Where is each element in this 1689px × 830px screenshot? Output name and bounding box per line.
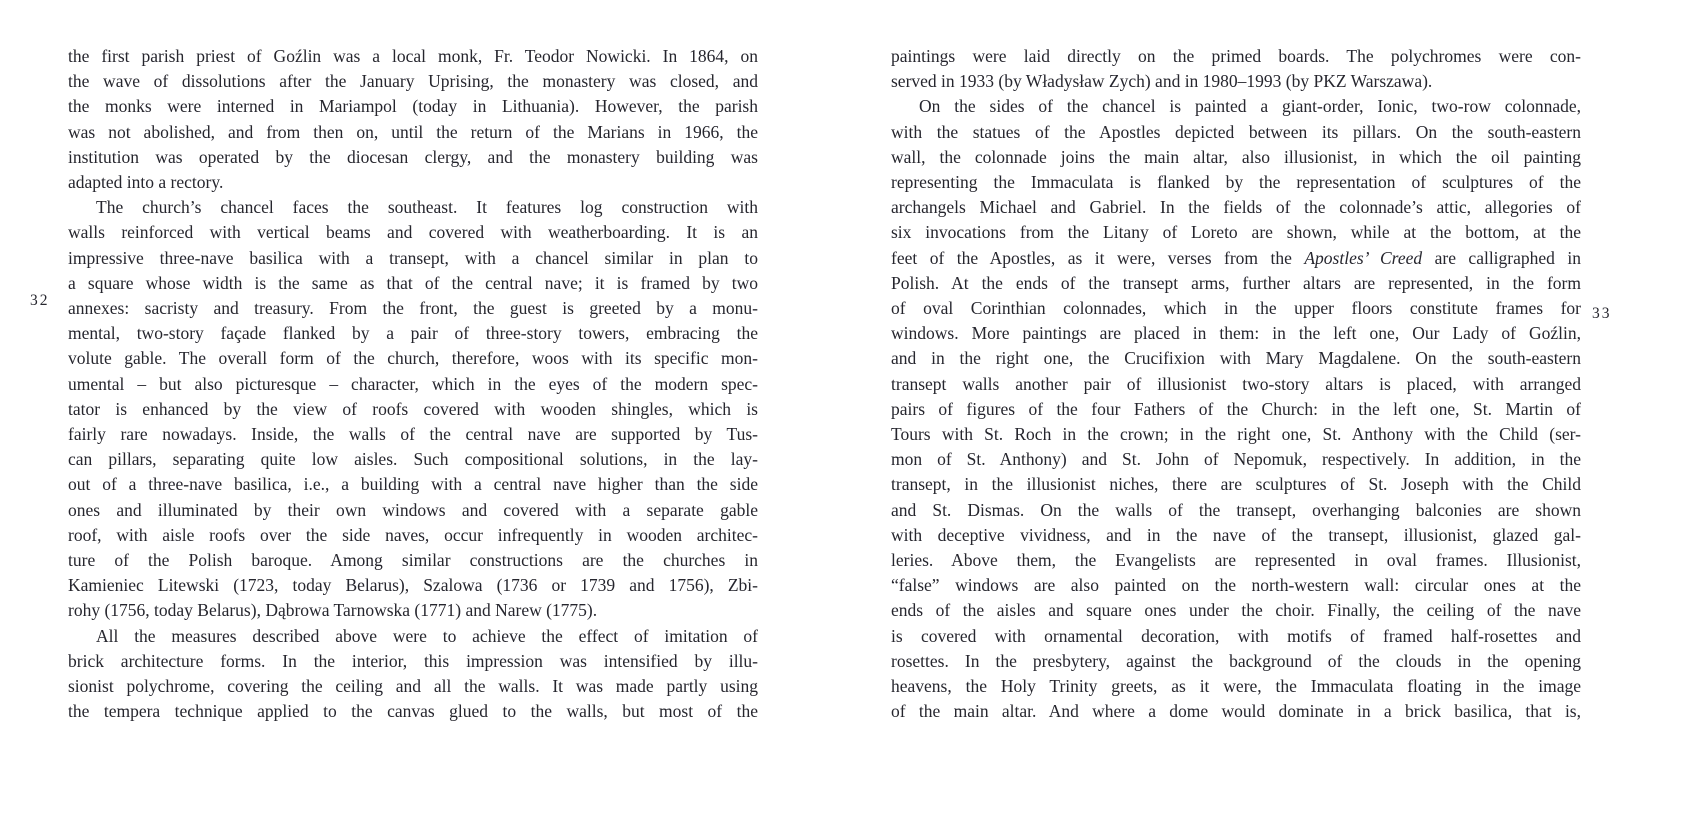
text-line: sionist polychrome, covering the ceiling and all the walls. It was made partly using (68, 676, 758, 697)
text-line: ones and illuminated by their own windows and covered with a separate gable (68, 499, 758, 520)
text-line: transept, in the illusionist niches, there are sculptures of St. Joseph with the Child (891, 474, 1581, 495)
text-line: and in the right one, the Crucifixion with Mary Magdalene. On the south-eastern (891, 348, 1581, 369)
text-line: roof, with aisle roofs over the side naves, occur infrequently in wooden architec- (68, 524, 758, 545)
text-line: rohy (1756, today Belarus), Dąbrowa Tarnowska (1771) and Narew (1775). (68, 600, 598, 621)
text-line: Tours with St. Roch in the crown; in the right one, St. Anthony with the Child (ser- (891, 424, 1581, 445)
text-line: leries. Above them, the Evangelists are represented in oval frames. Illusionist, (891, 550, 1581, 571)
text-line: a square whose width is the same as that of the central nave; it is framed by two (68, 272, 758, 293)
text-line: windows. More paintings are placed in them: in the left one, Our Lady of Goźlin, (891, 323, 1581, 344)
text-line: archangels Michael and Gabriel. In the fields of the colonnade’s attic, allegories of (891, 197, 1581, 218)
text-line: institution was operated by the diocesan clergy, and the monastery building was (68, 146, 758, 167)
text-line: can pillars, separating quite low aisles. Such compositional solutions, in the lay- (68, 449, 758, 470)
text-line: fairly rare nowadays. Inside, the walls of the central nave are supported by Tus- (68, 424, 758, 445)
text-line: representing the Immaculata is flanked by the representation of sculptures of the (891, 172, 1581, 193)
text-line: of the main altar. And where a dome would dominate in a brick basilica, that is, (891, 701, 1581, 722)
text-line: the wave of dissolutions after the January Uprising, the monastery was closed, and (68, 71, 758, 92)
text-line: with the statues of the Apostles depicted between its pillars. On the south-eastern (891, 121, 1581, 142)
text-line: the tempera technique applied to the canvas glued to the walls, but most of the (68, 701, 758, 722)
text-line: ture of the Polish baroque. Among similar constructions are the churches in (68, 550, 758, 571)
text-line: All the measures described above were to achieve the effect of imitation of (96, 625, 758, 646)
text-line: heavens, the Holy Trinity greets, as it were, the Immaculata floating in the image (891, 676, 1581, 697)
text-line: On the sides of the chancel is painted a giant-order, Ionic, two-row colonnade, (919, 96, 1581, 117)
text-line: ends of the aisles and square ones under the choir. Finally, the ceiling of the nave (891, 600, 1581, 621)
text-line: The church’s chancel faces the southeast. It features log construction with (96, 197, 758, 218)
text-line: pairs of figures of the four Fathers of the Church: in the left one, St. Martin of (891, 398, 1581, 419)
text-line: brick architecture forms. In the interior, this impression was intensified by illu- (68, 650, 758, 671)
text-line: six invocations from the Litany of Loreto are shown, while at the bottom, at the (891, 222, 1581, 243)
text-line: annexes: sacristy and treasury. From the front, the guest is greeted by a monu- (68, 298, 758, 319)
page-number-left: 32 (30, 292, 50, 309)
text-line: wall, the colonnade joins the main altar, also illusionist, in which the oil painting (891, 146, 1581, 167)
text-line: “false” windows are also painted on the north-western wall: circular ones at the (891, 575, 1581, 596)
text-line: adapted into a rectory. (68, 172, 224, 193)
text-line: with deceptive vividness, and in the nave of the transept, illusionist, glazed gal- (891, 524, 1581, 545)
text-line: transept walls another pair of illusionist two-story altars is placed, with arranged (891, 373, 1581, 394)
text-line: walls reinforced with vertical beams and covered with weatherboarding. It is an (68, 222, 758, 243)
text-line: rosettes. In the presbytery, against the background of the clouds in the opening (891, 650, 1581, 671)
text-line: and St. Dismas. On the walls of the transept, overhanging balconies are shown (891, 499, 1581, 520)
text-line: was not abolished, and from then on, until the return of the Marians in 1966, the (68, 121, 758, 142)
text-line: is covered with ornamental decoration, with motifs of framed half-rosettes and (891, 625, 1581, 646)
left-page-text-column (68, 44, 758, 724)
text-line (891, 246, 1581, 271)
page-number-right: 33 (1592, 305, 1612, 322)
text-line: served in 1933 (by Władysław Zych) and in 1980–1993 (by PKZ Warszawa). (891, 71, 1433, 92)
text-segment: are calligraphed in (1422, 247, 1581, 268)
right-page-text-column (891, 44, 1581, 724)
text-line: paintings were laid directly on the primed boards. The polychromes were con- (891, 46, 1581, 66)
text-line: mon of St. Anthony) and St. John of Nepomuk, respectively. In addition, in the (891, 449, 1581, 470)
text-line: of oval Corinthian colonnades, which in the upper floors constitute frames for (891, 298, 1581, 319)
text-line: volute gable. The overall form of the church, therefore, woos with its specific mon- (68, 348, 758, 369)
text-line: impressive three-nave basilica with a transept, with a chancel similar in plan to (68, 247, 758, 268)
text-line: the first parish priest of Goźlin was a local monk, Fr. Teodor Nowicki. In 1864, on (68, 46, 758, 66)
italic-text-segment: Apostles’ Creed (1304, 247, 1423, 268)
text-line: umental – but also picturesque – character, which in the eyes of the modern spec- (68, 373, 758, 394)
text-line: Kamieniec Litewski (1723, today Belarus), Szalowa (1736 or 1739 and 1756), Zbi- (68, 575, 758, 596)
text-line: mental, two-story façade flanked by a pair of three-story towers, embracing the (68, 323, 758, 344)
text-line: out of a three-nave basilica, i.e., a building with a central nave higher than the side (68, 474, 758, 495)
text-segment: feet of the Apostles, as it were, verses from the (891, 247, 1305, 268)
text-line: tator is enhanced by the view of roofs covered with wooden shingles, which is (68, 398, 758, 419)
text-line: the monks were interned in Mariampol (today in Lithuania). However, the parish (68, 96, 758, 117)
text-line: Polish. At the ends of the transept arms, further altars are represented, in the form (891, 272, 1581, 293)
